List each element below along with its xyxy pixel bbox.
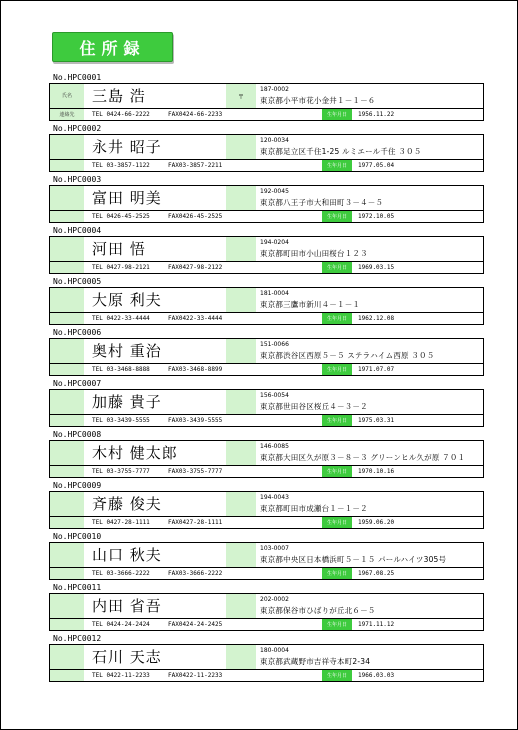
postal-code: 151-0066	[260, 341, 289, 348]
contact-label-cell	[50, 568, 84, 579]
postal-code: 180-0004	[260, 647, 289, 654]
postal-code: 120-0034	[260, 137, 289, 144]
entry-card	[49, 593, 484, 631]
name-label-cell	[50, 84, 84, 108]
postal-code: 103-0007	[260, 545, 289, 552]
person-name: 永井 昭子	[92, 138, 162, 156]
name-label-cell	[50, 645, 84, 669]
address: 東京都世田谷区桜丘４－３－２	[260, 402, 368, 411]
fax-number: FAX03-3439-5555	[168, 417, 223, 424]
entry-card	[49, 389, 484, 427]
birthdate-label: 生年月日	[326, 673, 347, 679]
entry-name-row	[50, 288, 483, 313]
name-label-cell	[50, 594, 84, 618]
postal-code: 146-0085	[260, 443, 289, 450]
entry-card	[49, 542, 484, 580]
entry-name-row	[50, 543, 483, 568]
contact-label: 連絡先	[59, 112, 75, 118]
entry-name-row	[50, 186, 483, 211]
contact-label-cell	[50, 670, 84, 681]
entry-id: No.HPC0009	[53, 481, 102, 490]
person-name: 加藤 貴子	[92, 393, 162, 411]
name-label-cell	[50, 237, 84, 261]
birthdate: 1977.05.04	[358, 162, 395, 169]
fax-number: FAX0424-24-2425	[168, 621, 223, 628]
birthdate-label-cell	[322, 517, 352, 528]
entry-card	[49, 287, 484, 325]
phone-number: TEL 03-3439-5555	[92, 417, 150, 424]
birthdate-label: 生年月日	[326, 622, 347, 628]
birthdate: 1966.03.03	[358, 672, 395, 679]
name-label-cell	[50, 492, 84, 516]
entry-id: No.HPC0008	[53, 430, 102, 439]
postal-label-cell	[226, 441, 256, 465]
contact-label-cell	[50, 415, 84, 426]
contact-label-cell	[50, 517, 84, 528]
postal-code: 192-0045	[260, 188, 289, 195]
postal-code: 202-0002	[260, 596, 289, 603]
fax-number: FAX0427-28-1111	[168, 519, 223, 526]
postal-label-cell	[226, 543, 256, 567]
birthdate-label: 生年月日	[326, 367, 347, 373]
address: 東京都三鷹市新川４－１－１	[260, 300, 361, 309]
postal-code: 187-0002	[260, 86, 289, 93]
person-name: 三島 浩	[92, 87, 146, 105]
phone-number: TEL 0426-45-2525	[92, 213, 150, 220]
address-entry	[49, 124, 483, 174]
birthdate-label-cell	[322, 364, 352, 375]
address: 東京都渋谷区西原５－５ ステラハイム西原 ３０５	[260, 351, 435, 360]
entry-id: No.HPC0003	[53, 175, 102, 184]
address: 東京都町田市成瀬台１－１－２	[260, 504, 368, 513]
birthdate-label: 生年月日	[326, 163, 347, 169]
birthdate-label: 生年月日	[326, 214, 347, 220]
entry-name-row	[50, 645, 483, 670]
fax-number: FAX03-3755-7777	[168, 468, 223, 475]
postal-label-cell	[226, 237, 256, 261]
page-title: 住所録	[79, 39, 146, 58]
entry-name-row	[50, 339, 483, 364]
address-entry	[49, 634, 483, 684]
postal-code: 181-0004	[260, 290, 289, 297]
phone-number: TEL 0422-11-2233	[92, 672, 150, 679]
contact-label-cell	[50, 262, 84, 273]
entry-name-row	[50, 237, 483, 262]
title-banner	[52, 32, 173, 62]
entry-id: No.HPC0004	[53, 226, 102, 235]
entry-id: No.HPC0010	[53, 532, 102, 541]
birthdate: 1975.03.31	[358, 417, 395, 424]
postal-code: 194-0204	[260, 239, 289, 246]
postal-label-cell	[226, 594, 256, 618]
entry-name-row	[50, 492, 483, 517]
phone-number: TEL 0427-28-1111	[92, 519, 150, 526]
entry-contact-row	[50, 109, 483, 120]
name-label-cell	[50, 390, 84, 414]
entry-contact-row	[50, 211, 483, 222]
entry-card	[49, 83, 484, 121]
entry-name-row	[50, 594, 483, 619]
contact-label-cell	[50, 313, 84, 324]
name-label: 氏名	[61, 93, 72, 99]
address-entry	[49, 226, 483, 276]
contact-label-cell	[50, 160, 84, 171]
name-label-cell	[50, 135, 84, 159]
person-name: 石川 天志	[92, 648, 162, 666]
name-label-cell	[50, 339, 84, 363]
birthdate-label-cell	[322, 262, 352, 273]
entry-contact-row	[50, 262, 483, 273]
entry-name-row	[50, 135, 483, 160]
address-entry	[49, 277, 483, 327]
entry-contact-row	[50, 313, 483, 324]
entry-card	[49, 236, 484, 274]
address: 東京都小平市花小金井１－１－６	[260, 96, 376, 105]
address: 東京都大田区久が原３－８－３ グリーンヒル久が原 ７０１	[260, 453, 466, 462]
entry-id: No.HPC0005	[53, 277, 102, 286]
birthdate-label-cell	[322, 568, 352, 579]
entry-name-row	[50, 441, 483, 466]
entry-id: No.HPC0001	[53, 73, 102, 82]
contact-label-cell	[50, 211, 84, 222]
birthdate-label-cell	[322, 415, 352, 426]
address: 東京都町田市小山田桜台１２３	[260, 249, 368, 258]
fax-number: FAX0427-98-2122	[168, 264, 223, 271]
postal-label-cell	[226, 84, 256, 108]
name-label-cell	[50, 288, 84, 312]
phone-number: TEL 03-3468-8888	[92, 366, 150, 373]
entry-contact-row	[50, 415, 483, 426]
person-name: 内田 省吾	[92, 597, 162, 615]
address: 東京都中央区日本橋浜町５－１５ パールハイツ305号	[260, 555, 447, 564]
name-label-cell	[50, 186, 84, 210]
address-entry	[49, 175, 483, 225]
entry-contact-row	[50, 364, 483, 375]
entry-contact-row	[50, 568, 483, 579]
contact-label-cell	[50, 109, 84, 120]
birthdate: 1971.07.07	[358, 366, 395, 373]
postal-label-cell	[226, 390, 256, 414]
birthdate-label: 生年月日	[326, 469, 347, 475]
name-label-cell	[50, 441, 84, 465]
birthdate-label: 生年月日	[326, 112, 347, 118]
entry-id: No.HPC0011	[53, 583, 102, 592]
birthdate: 1959.06.20	[358, 519, 395, 526]
postal-code: 194-0043	[260, 494, 289, 501]
entry-card	[49, 134, 484, 172]
address-entry	[49, 328, 483, 378]
person-name: 大原 利夫	[92, 291, 162, 309]
birthdate-label: 生年月日	[326, 520, 347, 526]
phone-number: TEL 03-3857-1122	[92, 162, 150, 169]
entry-card	[49, 185, 484, 223]
birthdate: 1972.10.05	[358, 213, 395, 220]
entry-contact-row	[50, 670, 483, 681]
fax-number: FAX0422-33-4444	[168, 315, 223, 322]
birthdate-label-cell	[322, 211, 352, 222]
entry-card	[49, 644, 484, 682]
contact-label-cell	[50, 466, 84, 477]
address-entry	[49, 73, 483, 123]
birthdate: 1970.10.16	[358, 468, 395, 475]
contact-label-cell	[50, 364, 84, 375]
birthdate: 1962.12.08	[358, 315, 395, 322]
birthdate-label-cell	[322, 313, 352, 324]
birthdate-label-cell	[322, 619, 352, 630]
entry-contact-row	[50, 517, 483, 528]
address-entry	[49, 583, 483, 633]
entry-id: No.HPC0006	[53, 328, 102, 337]
entry-name-row	[50, 390, 483, 415]
postal-mark: 〒	[237, 94, 244, 101]
birthdate: 1956.11.22	[358, 111, 395, 118]
postal-label-cell	[226, 339, 256, 363]
phone-number: TEL 0424-24-2424	[92, 621, 150, 628]
postal-label-cell	[226, 186, 256, 210]
birthdate-label-cell	[322, 466, 352, 477]
entry-id: No.HPC0012	[53, 634, 102, 643]
person-name: 河田 悟	[92, 240, 146, 258]
address: 東京都足立区千住1-25 ルミエール千住 ３０５	[260, 147, 422, 156]
postal-label-cell	[226, 135, 256, 159]
phone-number: TEL 0427-98-2121	[92, 264, 150, 271]
address-entry	[49, 532, 483, 582]
phone-number: TEL 03-3755-7777	[92, 468, 150, 475]
fax-number: FAX03-3468-8899	[168, 366, 223, 373]
entry-contact-row	[50, 466, 483, 477]
birthdate: 1969.03.15	[358, 264, 395, 271]
address-entry	[49, 379, 483, 429]
name-label-cell	[50, 543, 84, 567]
birthdate: 1971.11.12	[358, 621, 395, 628]
birthdate-label-cell	[322, 670, 352, 681]
address: 東京都八王子市大和田町３－４－５	[260, 198, 384, 207]
postal-label-cell	[226, 288, 256, 312]
entry-id: No.HPC0007	[53, 379, 102, 388]
person-name: 奥村 重治	[92, 342, 162, 360]
birthdate: 1967.08.25	[358, 570, 395, 577]
entry-card	[49, 440, 484, 478]
birthdate-label: 生年月日	[326, 418, 347, 424]
entry-name-row	[50, 84, 483, 109]
contact-label-cell	[50, 619, 84, 630]
entry-contact-row	[50, 160, 483, 171]
fax-number: FAX03-3857-2211	[168, 162, 223, 169]
fax-number: FAX03-3666-2222	[168, 570, 223, 577]
birthdate-label: 生年月日	[326, 316, 347, 322]
person-name: 斉藤 俊夫	[92, 495, 162, 513]
postal-code: 156-0054	[260, 392, 289, 399]
person-name: 木村 健太郎	[92, 444, 178, 462]
postal-label-cell	[226, 492, 256, 516]
entry-contact-row	[50, 619, 483, 630]
person-name: 富田 明美	[92, 189, 162, 207]
entry-id: No.HPC0002	[53, 124, 102, 133]
address-entry	[49, 430, 483, 480]
entry-card	[49, 338, 484, 376]
address: 東京都保谷市ひばりが丘北６－５	[260, 606, 376, 615]
birthdate-label-cell	[322, 160, 352, 171]
phone-number: TEL 0424-66-2222	[92, 111, 150, 118]
birthdate-label: 生年月日	[326, 265, 347, 271]
fax-number: FAX0422-11-2233	[168, 672, 223, 679]
birthdate-label-cell	[322, 109, 352, 120]
entry-card	[49, 491, 484, 529]
address: 東京都武蔵野市吉祥寺本町2-34	[260, 657, 371, 666]
birthdate-label: 生年月日	[326, 571, 347, 577]
phone-number: TEL 03-3666-2222	[92, 570, 150, 577]
postal-label-cell	[226, 645, 256, 669]
person-name: 山口 秋夫	[92, 546, 162, 564]
fax-number: FAX0426-45-2525	[168, 213, 223, 220]
fax-number: FAX0424-66-2233	[168, 111, 223, 118]
address-entry	[49, 481, 483, 531]
phone-number: TEL 0422-33-4444	[92, 315, 150, 322]
